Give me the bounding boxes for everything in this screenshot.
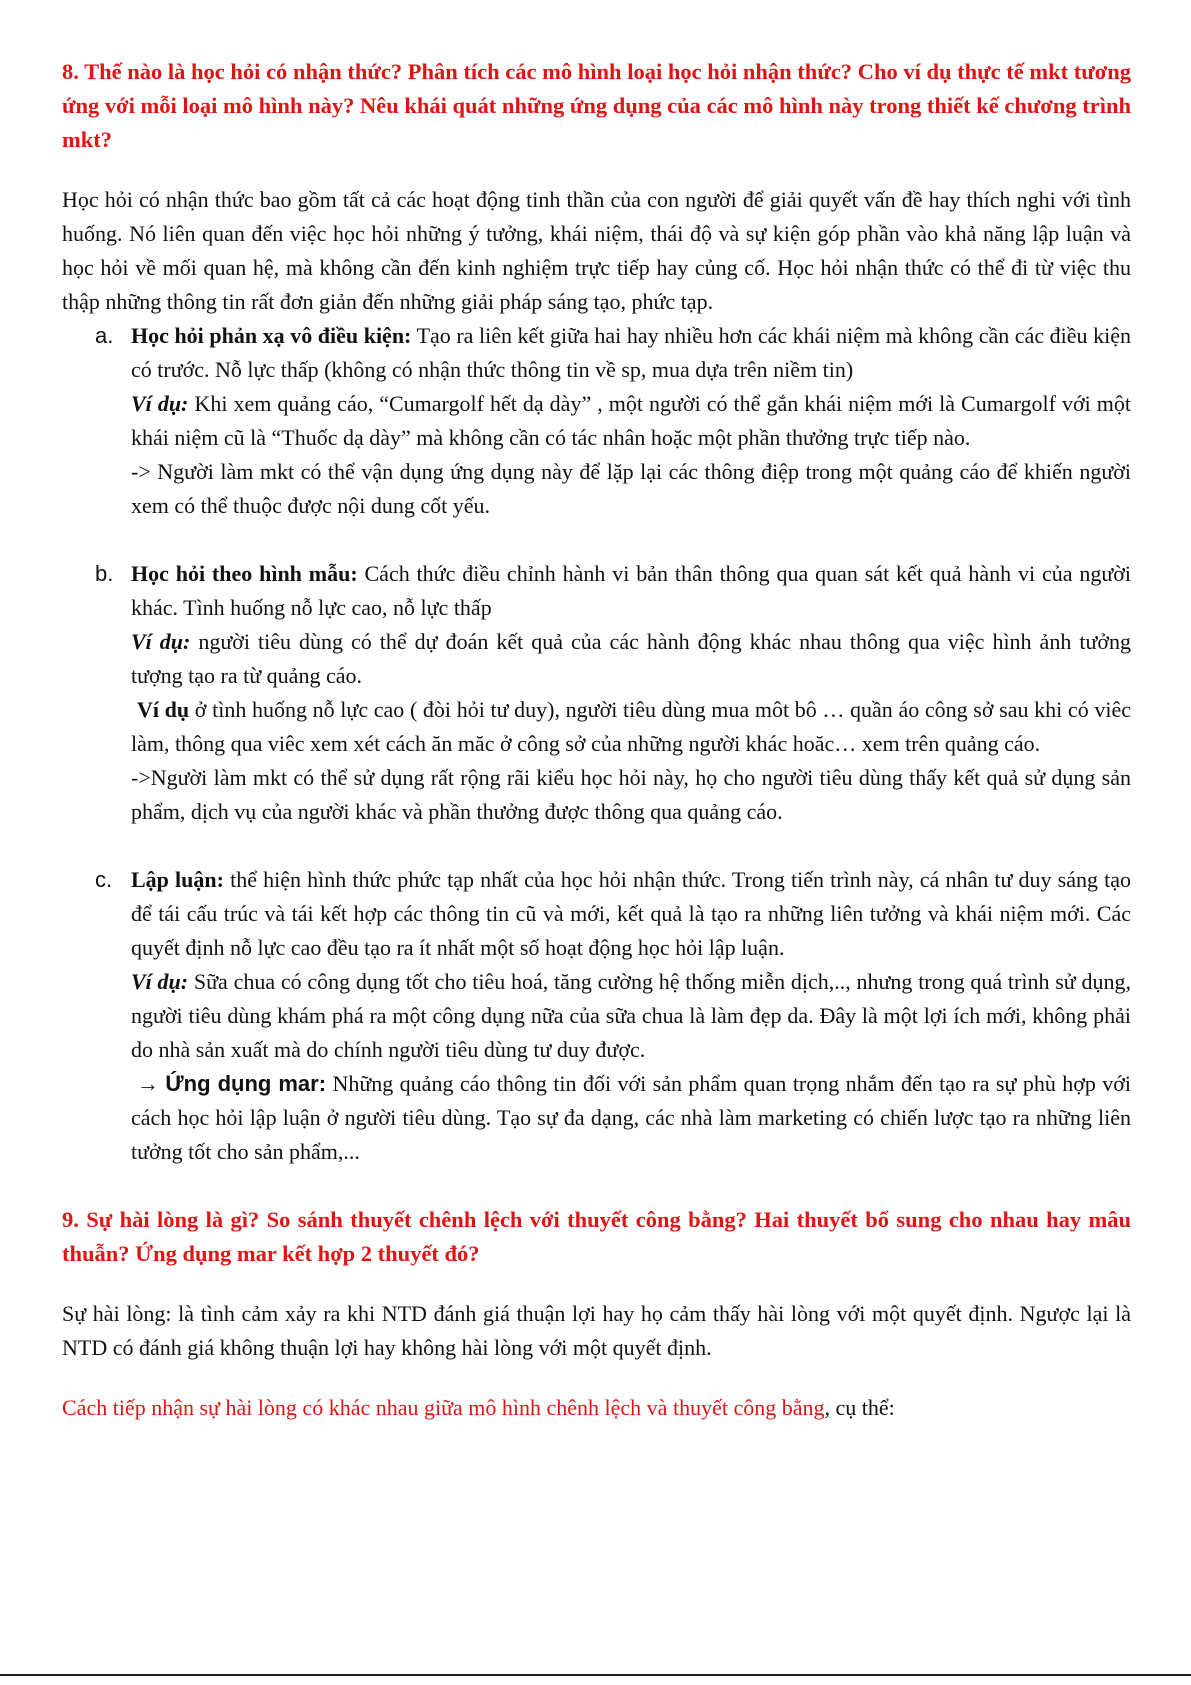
- q9-comparison-highlight: Cách tiếp nhận sự hài lòng có khác nhau giữa mô hình chênh lệch và thuyết công bằng: [62, 1395, 825, 1420]
- item-a-title: Học hỏi phản xạ vô điều kiện:: [131, 323, 412, 348]
- item-c-definition: [131, 863, 1131, 965]
- item-b-text: Cách thức điều chỉnh hành vi bản thân thông qua quan sát kết quả hành vi của người khác. Tình huống nỗ lực cao, nỗ lực thấp: [131, 561, 1131, 620]
- question-9-heading: 9. Sự hài lòng là gì? So sánh thuyết chênh lệch với thuyết công bằng? Hai thuyết bổ sung cho nhau hay mâu thuẫn? Ứng dụng mar kết hợp 2 thuyết đó?: [62, 1207, 1131, 1266]
- item-c-application-text: Những quảng cáo thông tin đối với sản phẩm quan trọng nhắm đến tạo ra sự phù hợp với cách học hỏi lập luận ở người tiêu dùng. Tạo sự đa dạng, các nhà làm marketing có chiến lược tạo ra những liên tưởng tốt cho sản phẩm,...: [131, 1071, 1132, 1164]
- item-b-example-text: người tiêu dùng có thể dự đoán kết quả của các hành động khác nhau thông qua việc hình ảnh tưởng tượng tạo ra từ quảng cáo.: [131, 629, 1131, 688]
- q9-comparison-tail: , cụ thể:: [824, 1395, 895, 1420]
- item-a-example-label: Ví dụ:: [131, 391, 189, 416]
- item-c-example-label: Ví dụ:: [131, 969, 189, 994]
- item-c-title: Lập luận:: [131, 867, 224, 892]
- item-b-application: ->Người làm mkt có thể sử dụng rất rộng rãi kiểu học hỏi này, họ cho người tiêu dùng thấy kết quả sử dụng sản phẩm, dịch vụ của người khác và phần thưởng được thông qua quảng cáo.: [131, 765, 1131, 824]
- item-c-application: [131, 1067, 1131, 1169]
- list-item-b: [62, 557, 1131, 829]
- arrow-right-icon: →: [137, 1071, 159, 1096]
- item-b-definition: [131, 557, 1131, 625]
- item-b-example2-text: ở tình huống nỗ lực cao ( đòi hỏi tư duy), người tiêu dùng mua môt bô … quần áo công sở sau khi có viêc làm, thông qua viêc xem xét cách ăn măc ở công sở của những người khác hoăc… xem trên quảng cáo.: [131, 697, 1131, 756]
- item-b-example-label: Ví dụ:: [131, 629, 191, 654]
- item-a-example: [131, 387, 1131, 455]
- item-c-example-text: Sữa chua có công dụng tốt cho tiêu hoá, tăng cường hệ thống miễn dịch,.., nhưng trong quá trình sử dụng, người tiêu dùng khám phá ra một công dụng nữa của sữa chua là làm đẹp da. Đây là một lợi ích mới, không phải do nhà sản xuất mà do chính người tiêu dùng tư duy được.: [131, 969, 1131, 1062]
- q9-comparison-line: [62, 1391, 1131, 1425]
- item-c-text: thể hiện hình thức phức tạp nhất của học hỏi nhận thức. Trong tiến trình này, cá nhân tư duy sáng tạo để tái cấu trúc và tái kết hợp các thông tin cũ và mới, kết quả là tạo ra những liên tưởng và khái niệm mới. Các quyết định nỗ lực cao đều tạo ra ít nhất một số hoạt động học hỏi lập luận.: [131, 867, 1131, 960]
- item-a-definition: [131, 319, 1131, 387]
- item-b-title: Học hỏi theo hình mẫu:: [131, 561, 358, 586]
- list-marker-c: c.: [95, 867, 113, 892]
- item-b-example-2: [131, 693, 1131, 761]
- list-marker-a: a.: [95, 323, 114, 348]
- q9-definition-paragraph: Sự hài lòng: là tình cảm xảy ra khi NTD đánh giá thuận lợi hay họ cảm thấy hài lòng với một quyết định. Ngược lại là NTD có đánh giá không thuận lợi hay không hài lòng với một quyết định.: [62, 1301, 1131, 1360]
- item-b-example2-label: Ví dụ: [137, 697, 190, 722]
- list-marker-b: b.: [95, 561, 114, 586]
- list-item-a: [62, 319, 1131, 523]
- item-b-example: [131, 625, 1131, 693]
- item-c-application-label: Ứng dụng mar:: [165, 1071, 327, 1096]
- q8-intro-paragraph: Học hỏi có nhận thức bao gồm tất cả các hoạt động tinh thần của con người để giải quyết vấn đề hay thích nghi với tình huống. Nó liên quan đến việc học hỏi những ý tưởng, khái niệm, thái độ và sự kiện góp phần vào khả năng lập luận và học hỏi về mối quan hệ, mà không cần đến kinh nghiệm trực tiếp hay củng cố. Học hỏi nhận thức có thể đi từ việc thu thập những thông tin rất đơn giản đến những giải pháp sáng tạo, phức tạp.: [62, 187, 1131, 314]
- list-item-c: [62, 863, 1131, 1169]
- item-a-example-text: Khi xem quảng cáo, “Cumargolf hết dạ dày” , một người có thể gắn khái niệm mới là Cumargolf với một khái niệm cũ là “Thuốc dạ dày” mà không cần có tác nhân hoặc một phần thưởng trực tiếp nào.: [131, 391, 1131, 450]
- item-c-example: [131, 965, 1131, 1067]
- question-8-heading: 8. Thế nào là học hỏi có nhận thức? Phân tích các mô hình loại học hỏi nhận thức? Cho ví dụ thực tế mkt tương ứng với mỗi loại mô hình này? Nêu khái quát những ứng dụng của các mô hình này trong thiết kế chương trình mkt?: [62, 59, 1131, 152]
- page-bottom-divider: [0, 1674, 1191, 1676]
- item-a-application: -> Người làm mkt có thể vận dụng ứng dụng này để lặp lại các thông điệp trong một quảng cáo để khiến người xem có thể thuộc được nội dung cốt yếu.: [131, 459, 1131, 518]
- item-a-text: Tạo ra liên kết giữa hai hay nhiều hơn các khái niệm mà không cần các điều kiện có trước. Nỗ lực thấp (không có nhận thức thông tin về sp, mua dựa trên niềm tin): [131, 323, 1131, 382]
